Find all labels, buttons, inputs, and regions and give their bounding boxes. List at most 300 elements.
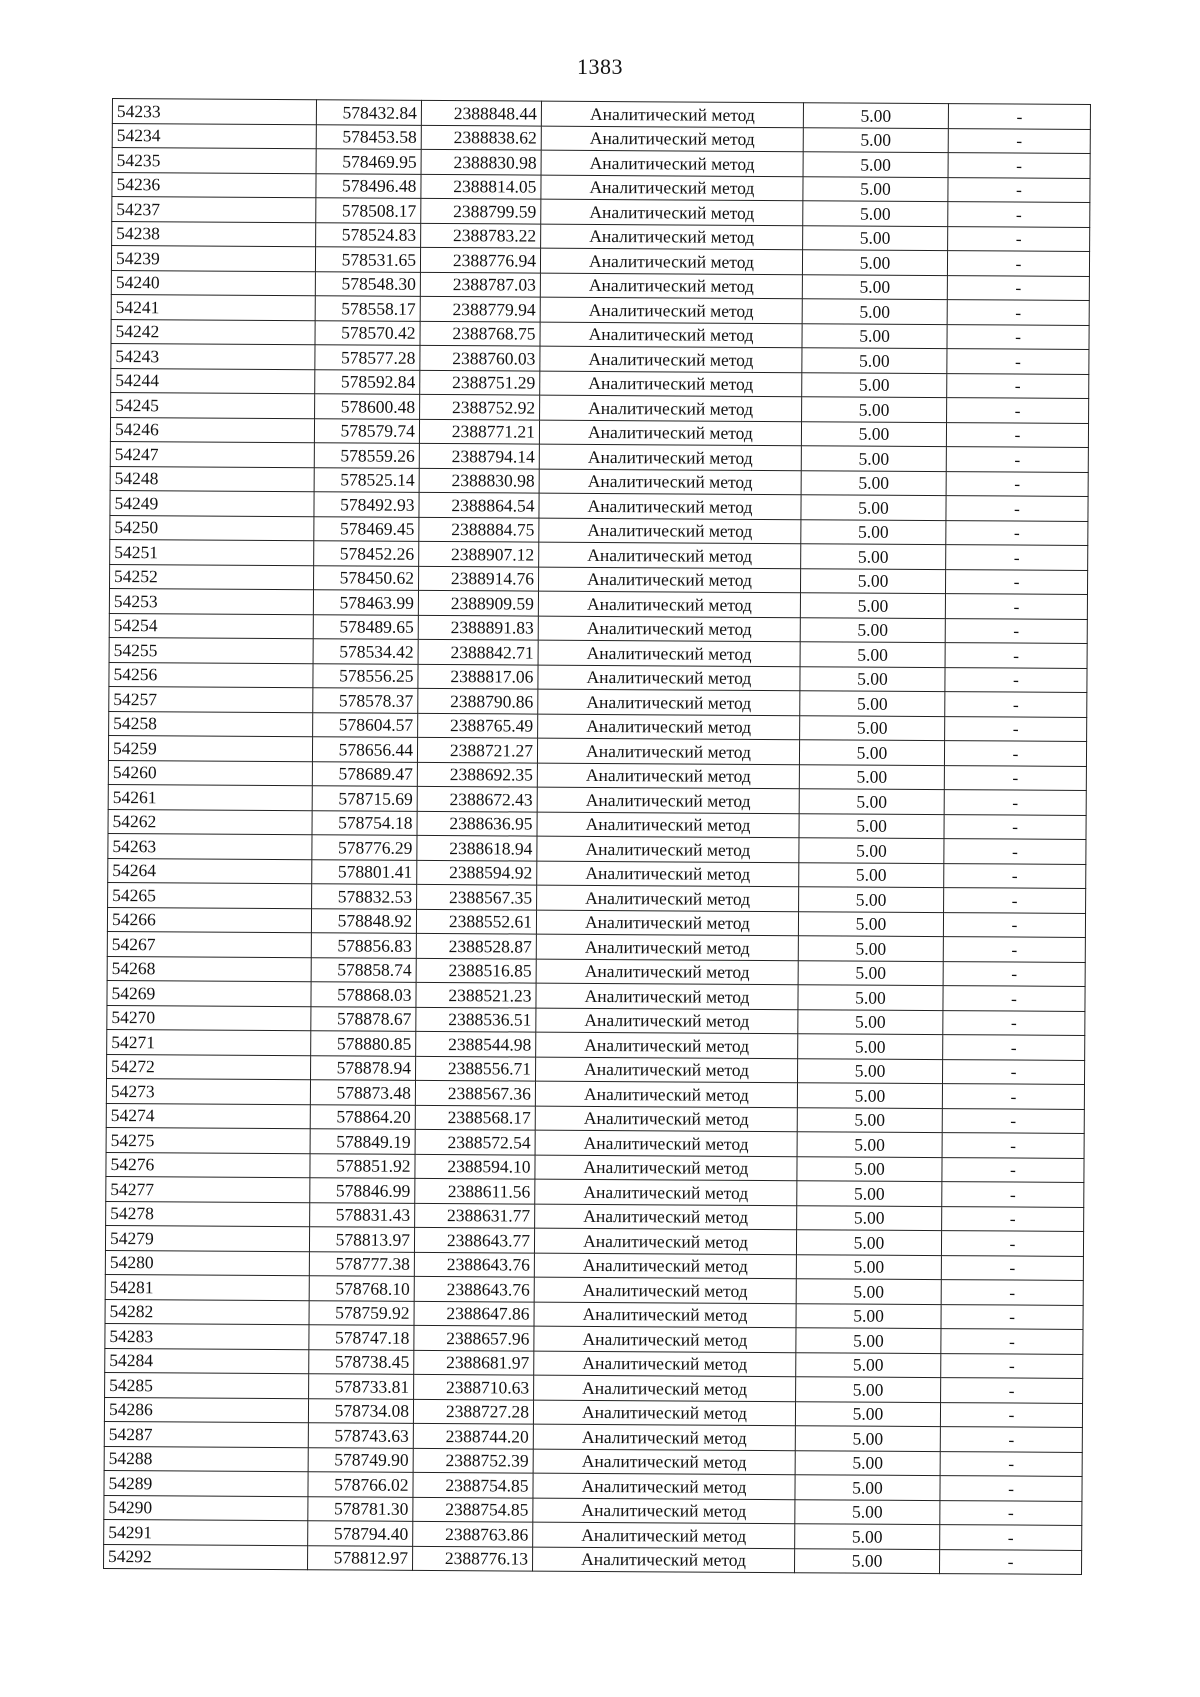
accuracy-cell: 5.00 bbox=[795, 1499, 940, 1524]
y-coordinate-cell: 2388643.76 bbox=[414, 1276, 534, 1301]
x-coordinate-cell: 578715.69 bbox=[312, 786, 417, 811]
accuracy-cell: 5.00 bbox=[803, 201, 948, 226]
x-coordinate-cell: 578777.38 bbox=[309, 1251, 414, 1276]
point-number-cell: 54271 bbox=[107, 1029, 311, 1055]
y-coordinate-cell: 2388776.13 bbox=[413, 1546, 533, 1571]
note-cell: - bbox=[946, 545, 1088, 570]
x-coordinate-cell: 578469.45 bbox=[314, 516, 419, 541]
point-number-cell: 54291 bbox=[104, 1519, 308, 1545]
accuracy-cell: 5.00 bbox=[802, 299, 947, 324]
note-cell: - bbox=[945, 692, 1087, 717]
point-number-cell: 54292 bbox=[104, 1544, 308, 1570]
point-number-cell: 54260 bbox=[108, 760, 312, 786]
point-number-cell: 54278 bbox=[106, 1201, 310, 1227]
y-coordinate-cell: 2388744.20 bbox=[413, 1423, 533, 1448]
y-coordinate-cell: 2388754.85 bbox=[413, 1472, 533, 1497]
note-cell: - bbox=[943, 1035, 1085, 1060]
point-number-cell: 54272 bbox=[107, 1054, 311, 1080]
y-coordinate-cell: 2388760.03 bbox=[420, 345, 540, 370]
note-cell: - bbox=[941, 1255, 1083, 1280]
point-number-cell: 54286 bbox=[104, 1397, 308, 1423]
point-number-cell: 54245 bbox=[111, 392, 315, 418]
accuracy-cell: 5.00 bbox=[802, 372, 947, 397]
point-number-cell: 54241 bbox=[111, 294, 315, 320]
note-cell: - bbox=[947, 398, 1089, 423]
note-cell: - bbox=[940, 1427, 1082, 1452]
note-cell: - bbox=[942, 1182, 1084, 1207]
x-coordinate-cell: 578794.40 bbox=[308, 1521, 413, 1546]
y-coordinate-cell: 2388907.12 bbox=[419, 541, 539, 566]
accuracy-cell: 5.00 bbox=[796, 1254, 941, 1279]
accuracy-cell: 5.00 bbox=[803, 127, 948, 152]
point-number-cell: 54235 bbox=[112, 148, 316, 174]
point-number-cell: 54280 bbox=[105, 1250, 309, 1276]
point-number-cell: 54259 bbox=[108, 735, 312, 761]
note-cell: - bbox=[943, 961, 1085, 986]
x-coordinate-cell: 578858.74 bbox=[311, 957, 416, 982]
method-cell: Аналитический метод bbox=[538, 689, 800, 715]
method-cell: Аналитический метод bbox=[536, 983, 798, 1009]
point-number-cell: 54263 bbox=[108, 833, 312, 859]
accuracy-cell: 5.00 bbox=[797, 1058, 942, 1083]
method-cell: Аналитический метод bbox=[537, 738, 799, 764]
x-coordinate-cell: 578851.92 bbox=[310, 1153, 415, 1178]
note-cell: - bbox=[947, 349, 1089, 374]
method-cell: Аналитический метод bbox=[535, 1179, 797, 1205]
method-cell: Аналитический метод bbox=[536, 1008, 798, 1034]
accuracy-cell: 5.00 bbox=[795, 1426, 940, 1451]
y-coordinate-cell: 2388536.51 bbox=[416, 1007, 536, 1032]
x-coordinate-cell: 578450.62 bbox=[313, 565, 418, 590]
x-coordinate-cell: 578864.20 bbox=[310, 1104, 415, 1129]
y-coordinate-cell: 2388779.94 bbox=[420, 296, 540, 321]
note-cell: - bbox=[945, 667, 1087, 692]
point-number-cell: 54233 bbox=[112, 99, 316, 125]
accuracy-cell: 5.00 bbox=[803, 225, 948, 250]
method-cell: Аналитический метод bbox=[534, 1302, 796, 1328]
y-coordinate-cell: 2388817.06 bbox=[418, 664, 538, 689]
method-cell: Аналитический метод bbox=[534, 1326, 796, 1352]
note-cell: - bbox=[945, 569, 1087, 594]
x-coordinate-cell: 578432.84 bbox=[316, 100, 421, 125]
method-cell: Аналитический метод bbox=[540, 322, 802, 348]
y-coordinate-cell: 2388752.39 bbox=[413, 1448, 533, 1473]
accuracy-cell: 5.00 bbox=[795, 1450, 940, 1475]
method-cell: Аналитический метод bbox=[534, 1277, 796, 1303]
accuracy-cell: 5.00 bbox=[800, 568, 945, 593]
accuracy-cell: 5.00 bbox=[797, 1132, 942, 1157]
note-cell: - bbox=[940, 1525, 1082, 1550]
method-cell: Аналитический метод bbox=[539, 493, 801, 519]
y-coordinate-cell: 2388657.96 bbox=[414, 1325, 534, 1350]
accuracy-cell: 5.00 bbox=[800, 617, 945, 642]
y-coordinate-cell: 2388631.77 bbox=[415, 1203, 535, 1228]
y-coordinate-cell: 2388521.23 bbox=[416, 982, 536, 1007]
accuracy-cell: 5.00 bbox=[800, 642, 945, 667]
accuracy-cell: 5.00 bbox=[800, 691, 945, 716]
y-coordinate-cell: 2388794.14 bbox=[419, 443, 539, 468]
note-cell: - bbox=[947, 300, 1089, 325]
y-coordinate-cell: 2388567.36 bbox=[415, 1080, 535, 1105]
note-cell: - bbox=[940, 1500, 1082, 1525]
point-number-cell: 54275 bbox=[106, 1127, 310, 1153]
note-cell: - bbox=[942, 1206, 1084, 1231]
x-coordinate-cell: 578570.42 bbox=[315, 320, 420, 345]
x-coordinate-cell: 578558.17 bbox=[315, 296, 420, 321]
y-coordinate-cell: 2388771.21 bbox=[419, 419, 539, 444]
note-cell: - bbox=[940, 1451, 1082, 1476]
y-coordinate-cell: 2388594.92 bbox=[417, 860, 537, 885]
y-coordinate-cell: 2388528.87 bbox=[416, 933, 536, 958]
x-coordinate-cell: 578578.37 bbox=[313, 688, 418, 713]
x-coordinate-cell: 578880.85 bbox=[311, 1031, 416, 1056]
accuracy-cell: 5.00 bbox=[796, 1352, 941, 1377]
point-number-cell: 54270 bbox=[107, 1005, 311, 1031]
method-cell: Аналитический метод bbox=[539, 469, 801, 495]
note-cell: - bbox=[948, 104, 1090, 129]
y-coordinate-cell: 2388568.17 bbox=[415, 1105, 535, 1130]
note-cell: - bbox=[943, 986, 1085, 1011]
y-coordinate-cell: 2388776.94 bbox=[420, 247, 540, 272]
accuracy-cell: 5.00 bbox=[800, 715, 945, 740]
method-cell: Аналитический метод bbox=[537, 836, 799, 862]
x-coordinate-cell: 578856.83 bbox=[311, 933, 416, 958]
point-number-cell: 54248 bbox=[110, 466, 314, 492]
x-coordinate-cell: 578469.95 bbox=[316, 149, 421, 174]
note-cell: - bbox=[948, 202, 1090, 227]
y-coordinate-cell: 2388787.03 bbox=[420, 272, 540, 297]
point-number-cell: 54250 bbox=[110, 515, 314, 541]
note-cell: - bbox=[946, 422, 1088, 447]
method-cell: Аналитический метод bbox=[539, 420, 801, 446]
y-coordinate-cell: 2388567.35 bbox=[417, 884, 537, 909]
x-coordinate-cell: 578508.17 bbox=[316, 198, 421, 223]
page-number: 1383 bbox=[577, 54, 623, 79]
y-coordinate-cell: 2388516.85 bbox=[416, 958, 536, 983]
accuracy-cell: 5.00 bbox=[802, 274, 947, 299]
method-cell: Аналитический метод bbox=[535, 1155, 797, 1181]
y-coordinate-cell: 2388672.43 bbox=[417, 786, 537, 811]
point-number-cell: 54289 bbox=[104, 1470, 308, 1496]
accuracy-cell: 5.00 bbox=[801, 495, 946, 520]
x-coordinate-cell: 578849.19 bbox=[310, 1129, 415, 1154]
method-cell: Аналитический метод bbox=[541, 126, 803, 152]
point-number-cell: 54281 bbox=[105, 1274, 309, 1300]
method-cell: Аналитический метод bbox=[541, 224, 803, 250]
table-row bbox=[104, 1544, 1082, 1574]
method-cell: Аналитический метод bbox=[533, 1522, 795, 1548]
note-cell: - bbox=[946, 471, 1088, 496]
x-coordinate-cell: 578747.18 bbox=[309, 1325, 414, 1350]
x-coordinate-cell: 578766.02 bbox=[308, 1472, 413, 1497]
method-cell: Аналитический метод bbox=[533, 1400, 795, 1426]
x-coordinate-cell: 578579.74 bbox=[314, 418, 419, 443]
x-coordinate-cell: 578534.42 bbox=[313, 639, 418, 664]
note-cell: - bbox=[941, 1378, 1083, 1403]
accuracy-cell: 5.00 bbox=[801, 519, 946, 544]
accuracy-cell: 5.00 bbox=[801, 470, 946, 495]
x-coordinate-cell: 578831.43 bbox=[310, 1202, 415, 1227]
accuracy-cell: 5.00 bbox=[796, 1230, 941, 1255]
accuracy-cell: 5.00 bbox=[803, 152, 948, 177]
note-cell: - bbox=[948, 177, 1090, 202]
y-coordinate-cell: 2388848.44 bbox=[421, 100, 541, 125]
method-cell: Аналитический метод bbox=[537, 861, 799, 887]
accuracy-cell: 5.00 bbox=[797, 1107, 942, 1132]
point-number-cell: 54285 bbox=[105, 1372, 309, 1398]
x-coordinate-cell: 578496.48 bbox=[316, 173, 421, 198]
note-cell: - bbox=[942, 1059, 1084, 1084]
point-number-cell: 54276 bbox=[106, 1152, 310, 1178]
coordinates-table bbox=[103, 98, 1091, 1575]
method-cell: Аналитический метод bbox=[539, 542, 801, 568]
point-number-cell: 54273 bbox=[106, 1078, 310, 1104]
x-coordinate-cell: 578832.53 bbox=[312, 884, 417, 909]
point-number-cell: 54284 bbox=[105, 1348, 309, 1374]
y-coordinate-cell: 2388891.83 bbox=[418, 615, 538, 640]
accuracy-cell: 5.00 bbox=[802, 323, 947, 348]
y-coordinate-cell: 2388799.59 bbox=[421, 198, 541, 223]
method-cell: Аналитический метод bbox=[533, 1498, 795, 1524]
point-number-cell: 54287 bbox=[104, 1421, 308, 1447]
note-cell: - bbox=[946, 520, 1088, 545]
accuracy-cell: 5.00 bbox=[799, 764, 944, 789]
note-cell: - bbox=[944, 741, 1086, 766]
y-coordinate-cell: 2388594.10 bbox=[415, 1154, 535, 1179]
x-coordinate-cell: 578759.92 bbox=[309, 1300, 414, 1325]
note-cell: - bbox=[942, 1084, 1084, 1109]
y-coordinate-cell: 2388751.29 bbox=[420, 370, 540, 395]
accuracy-cell: 5.00 bbox=[796, 1303, 941, 1328]
method-cell: Аналитический метод bbox=[536, 910, 798, 936]
y-coordinate-cell: 2388556.71 bbox=[416, 1056, 536, 1081]
point-number-cell: 54256 bbox=[109, 662, 313, 688]
x-coordinate-cell: 578878.67 bbox=[311, 1006, 416, 1031]
y-coordinate-cell: 2388643.76 bbox=[414, 1252, 534, 1277]
accuracy-cell: 5.00 bbox=[799, 887, 944, 912]
y-coordinate-cell: 2388647.86 bbox=[414, 1301, 534, 1326]
method-cell: Аналитический метод bbox=[538, 616, 800, 642]
note-cell: - bbox=[940, 1549, 1082, 1574]
accuracy-cell: 5.00 bbox=[797, 1156, 942, 1181]
note-cell: - bbox=[946, 496, 1088, 521]
point-number-cell: 54247 bbox=[110, 441, 314, 467]
y-coordinate-cell: 2388830.98 bbox=[421, 149, 541, 174]
note-cell: - bbox=[941, 1304, 1083, 1329]
x-coordinate-cell: 578768.10 bbox=[309, 1276, 414, 1301]
accuracy-cell: 5.00 bbox=[795, 1475, 940, 1500]
x-coordinate-cell: 578754.18 bbox=[312, 810, 417, 835]
point-number-cell: 54238 bbox=[112, 221, 316, 247]
y-coordinate-cell: 2388765.49 bbox=[418, 713, 538, 738]
x-coordinate-cell: 578846.99 bbox=[310, 1178, 415, 1203]
point-number-cell: 54282 bbox=[105, 1299, 309, 1325]
y-coordinate-cell: 2388692.35 bbox=[417, 762, 537, 787]
y-coordinate-cell: 2388544.98 bbox=[416, 1031, 536, 1056]
x-coordinate-cell: 578812.97 bbox=[308, 1545, 413, 1570]
method-cell: Аналитический метод bbox=[539, 518, 801, 544]
y-coordinate-cell: 2388914.76 bbox=[418, 566, 538, 591]
y-coordinate-cell: 2388783.22 bbox=[421, 223, 541, 248]
x-coordinate-cell: 578452.26 bbox=[314, 541, 419, 566]
point-number-cell: 54255 bbox=[109, 637, 313, 663]
point-number-cell: 54249 bbox=[110, 490, 314, 516]
table-body bbox=[104, 99, 1091, 1575]
accuracy-cell: 5.00 bbox=[798, 936, 943, 961]
point-number-cell: 54262 bbox=[108, 809, 312, 835]
note-cell: - bbox=[945, 618, 1087, 643]
x-coordinate-cell: 578577.28 bbox=[315, 345, 420, 370]
method-cell: Аналитический метод bbox=[540, 371, 802, 397]
accuracy-cell: 5.00 bbox=[801, 446, 946, 471]
point-number-cell: 54277 bbox=[106, 1176, 310, 1202]
note-cell: - bbox=[942, 1157, 1084, 1182]
point-number-cell: 54267 bbox=[107, 931, 311, 957]
y-coordinate-cell: 2388838.62 bbox=[421, 125, 541, 150]
x-coordinate-cell: 578868.03 bbox=[311, 982, 416, 1007]
accuracy-cell: 5.00 bbox=[798, 1009, 943, 1034]
note-cell: - bbox=[947, 373, 1089, 398]
note-cell: - bbox=[945, 643, 1087, 668]
method-cell: Аналитический метод bbox=[536, 1032, 798, 1058]
x-coordinate-cell: 578873.48 bbox=[310, 1080, 415, 1105]
point-number-cell: 54268 bbox=[107, 956, 311, 982]
method-cell: Аналитический метод bbox=[537, 787, 799, 813]
point-number-cell: 54266 bbox=[107, 907, 311, 933]
method-cell: Аналитический метод bbox=[533, 1547, 795, 1573]
y-coordinate-cell: 2388790.86 bbox=[418, 688, 538, 713]
note-cell: - bbox=[945, 716, 1087, 741]
note-cell: - bbox=[943, 937, 1085, 962]
method-cell: Аналитический метод bbox=[536, 959, 798, 985]
y-coordinate-cell: 2388763.86 bbox=[413, 1521, 533, 1546]
point-number-cell: 54240 bbox=[111, 270, 315, 296]
method-cell: Аналитический метод bbox=[538, 665, 800, 691]
note-cell: - bbox=[944, 839, 1086, 864]
y-coordinate-cell: 2388830.98 bbox=[419, 468, 539, 493]
accuracy-cell: 5.00 bbox=[800, 593, 945, 618]
method-cell: Аналитический метод bbox=[538, 567, 800, 593]
point-number-cell: 54283 bbox=[105, 1323, 309, 1349]
x-coordinate-cell: 578848.92 bbox=[311, 908, 416, 933]
accuracy-cell: 5.00 bbox=[796, 1279, 941, 1304]
note-cell: - bbox=[942, 1133, 1084, 1158]
method-cell: Аналитический метод bbox=[539, 444, 801, 470]
point-number-cell: 54264 bbox=[108, 858, 312, 884]
point-number-cell: 54252 bbox=[110, 564, 314, 590]
accuracy-cell: 5.00 bbox=[799, 838, 944, 863]
x-coordinate-cell: 578559.26 bbox=[314, 443, 419, 468]
note-cell: - bbox=[946, 447, 1088, 472]
note-cell: - bbox=[947, 324, 1089, 349]
accuracy-cell: 5.00 bbox=[803, 103, 948, 128]
x-coordinate-cell: 578463.99 bbox=[313, 590, 418, 615]
method-cell: Аналитический метод bbox=[538, 591, 800, 617]
point-number-cell: 54261 bbox=[108, 784, 312, 810]
accuracy-cell: 5.00 bbox=[799, 740, 944, 765]
accuracy-cell: 5.00 bbox=[798, 985, 943, 1010]
method-cell: Аналитический метод bbox=[541, 150, 803, 176]
x-coordinate-cell: 578600.48 bbox=[315, 394, 420, 419]
accuracy-cell: 5.00 bbox=[799, 862, 944, 887]
method-cell: Аналитический метод bbox=[534, 1228, 796, 1254]
x-coordinate-cell: 578592.84 bbox=[315, 369, 420, 394]
point-number-cell: 54265 bbox=[108, 882, 312, 908]
method-cell: Аналитический метод bbox=[535, 1204, 797, 1230]
note-cell: - bbox=[943, 1010, 1085, 1035]
y-coordinate-cell: 2388727.28 bbox=[413, 1399, 533, 1424]
y-coordinate-cell: 2388909.59 bbox=[418, 590, 538, 615]
x-coordinate-cell: 578548.30 bbox=[315, 271, 420, 296]
note-cell: - bbox=[944, 765, 1086, 790]
note-cell: - bbox=[940, 1402, 1082, 1427]
method-cell: Аналитический метод bbox=[538, 714, 800, 740]
note-cell: - bbox=[948, 153, 1090, 178]
note-cell: - bbox=[942, 1108, 1084, 1133]
x-coordinate-cell: 578776.29 bbox=[312, 835, 417, 860]
note-cell: - bbox=[947, 275, 1089, 300]
y-coordinate-cell: 2388721.27 bbox=[417, 737, 537, 762]
point-number-cell: 54254 bbox=[109, 613, 313, 639]
y-coordinate-cell: 2388864.54 bbox=[419, 492, 539, 517]
y-coordinate-cell: 2388618.94 bbox=[417, 835, 537, 860]
x-coordinate-cell: 578689.47 bbox=[312, 761, 417, 786]
note-cell: - bbox=[947, 251, 1089, 276]
method-cell: Аналитический метод bbox=[533, 1473, 795, 1499]
point-number-cell: 54290 bbox=[104, 1495, 308, 1521]
accuracy-cell: 5.00 bbox=[798, 911, 943, 936]
method-cell: Аналитический метод bbox=[540, 273, 802, 299]
x-coordinate-cell: 578604.57 bbox=[313, 712, 418, 737]
accuracy-cell: 5.00 bbox=[798, 1034, 943, 1059]
method-cell: Аналитический метод bbox=[540, 395, 802, 421]
accuracy-cell: 5.00 bbox=[797, 1205, 942, 1230]
accuracy-cell: 5.00 bbox=[797, 1083, 942, 1108]
accuracy-cell: 5.00 bbox=[796, 1328, 941, 1353]
accuracy-cell: 5.00 bbox=[798, 960, 943, 985]
x-coordinate-cell: 578743.63 bbox=[308, 1423, 413, 1448]
method-cell: Аналитический метод bbox=[541, 199, 803, 225]
method-cell: Аналитический метод bbox=[540, 297, 802, 323]
accuracy-cell: 5.00 bbox=[803, 176, 948, 201]
point-number-cell: 54246 bbox=[110, 417, 314, 443]
x-coordinate-cell: 578531.65 bbox=[315, 247, 420, 272]
method-cell: Аналитический метод bbox=[533, 1424, 795, 1450]
accuracy-cell: 5.00 bbox=[797, 1181, 942, 1206]
method-cell: Аналитический метод bbox=[537, 763, 799, 789]
x-coordinate-cell: 578489.65 bbox=[313, 614, 418, 639]
x-coordinate-cell: 578813.97 bbox=[309, 1227, 414, 1252]
accuracy-cell: 5.00 bbox=[795, 1524, 940, 1549]
point-number-cell: 54274 bbox=[106, 1103, 310, 1129]
note-cell: - bbox=[948, 226, 1090, 251]
point-number-cell: 54236 bbox=[112, 172, 316, 198]
x-coordinate-cell: 578524.83 bbox=[316, 222, 421, 247]
point-number-cell: 54234 bbox=[112, 123, 316, 149]
x-coordinate-cell: 578781.30 bbox=[308, 1496, 413, 1521]
method-cell: Аналитический метод bbox=[536, 1057, 798, 1083]
y-coordinate-cell: 2388681.97 bbox=[414, 1350, 534, 1375]
method-cell: Аналитический метод bbox=[536, 934, 798, 960]
accuracy-cell: 5.00 bbox=[801, 421, 946, 446]
y-coordinate-cell: 2388752.92 bbox=[420, 394, 540, 419]
y-coordinate-cell: 2388884.75 bbox=[419, 517, 539, 542]
point-number-cell: 54288 bbox=[104, 1446, 308, 1472]
accuracy-cell: 5.00 bbox=[799, 813, 944, 838]
x-coordinate-cell: 578656.44 bbox=[312, 737, 417, 762]
point-number-cell: 54279 bbox=[105, 1225, 309, 1251]
y-coordinate-cell: 2388572.54 bbox=[415, 1129, 535, 1154]
